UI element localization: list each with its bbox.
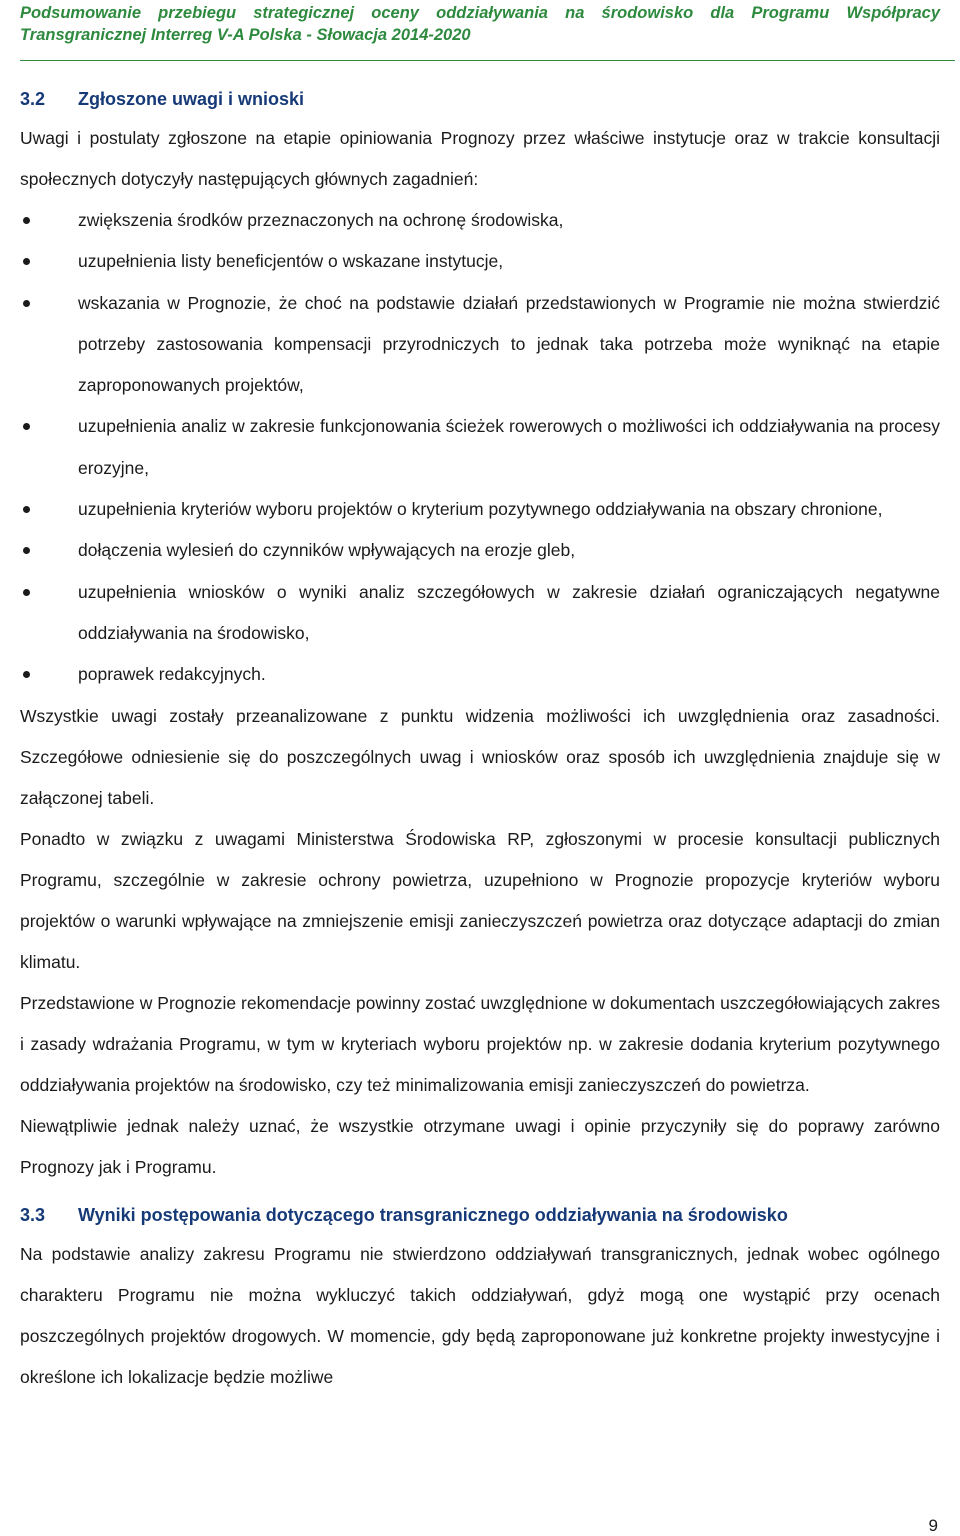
bullet-icon bbox=[23, 258, 30, 265]
section-heading-3-2 bbox=[20, 80, 940, 118]
list-item bbox=[20, 489, 940, 530]
body-paragraph: Na podstawie analizy zakresu Programu nie stwierdzono oddziaływań transgranicznych, jednak wobec ogólnego charakteru Programu nie można wykluczyć takich oddziaływań, gdyż mogą one wystąpić przy ocenach poszczególnych projektów drogowych. W momencie, gdy będą zaproponowane już konkretne projekty inwestycyjne i określone ich lokalizacje będzie możliwe bbox=[20, 1243, 940, 1387]
section-heading-3-3 bbox=[20, 1196, 940, 1234]
page-content bbox=[20, 80, 940, 1398]
remarks-list bbox=[20, 200, 940, 696]
bullet-icon bbox=[23, 547, 30, 554]
section-number: 3.3 bbox=[20, 1204, 46, 1225]
section-title: Zgłoszone uwagi i wnioski bbox=[78, 89, 305, 109]
body-paragraph: Wszystkie uwagi zostały przeanalizowane z punktu widzenia możliwości ich uwzględnienia oraz zasadności. Szczegółowe odniesienie się do poszczególnych uwag i wniosków oraz sposób ich uwzględnienia znajduje się w załączonej tabeli. bbox=[20, 705, 940, 808]
list-item bbox=[20, 241, 940, 282]
section-title: Wyniki postępowania dotyczącego transgranicznego oddziaływania na środowisko bbox=[78, 1204, 788, 1225]
list-item-text: zwiększenia środków przeznaczonych na ochronę środowiska, bbox=[78, 210, 564, 230]
bullet-icon bbox=[23, 589, 30, 596]
bullet-icon bbox=[23, 671, 30, 678]
header-divider bbox=[20, 60, 955, 61]
running-header-line-1: Podsumowanie przebiegu strategicznej oceny oddziaływania na środowisko dla Programu Współpracy bbox=[20, 4, 940, 22]
body-paragraph: Przedstawione w Prognozie rekomendacje powinny zostać uwzględnione w dokumentach uszczegółowiających zakres i zasady wdrażania Programu, w tym w kryteriach wyboru projektów np. w zakresie dodania kryterium pozytywnego oddziaływania projektów na środowisko, czy też minimalizowania emisji zanieczyszczeń do powietrza. bbox=[20, 992, 940, 1095]
list-item bbox=[20, 530, 940, 571]
list-item bbox=[20, 200, 940, 241]
list-item-text: uzupełnienia listy beneficjentów o wskazane instytucje, bbox=[78, 251, 504, 272]
section-number: 3.2 bbox=[20, 89, 46, 109]
list-item-text: poprawek redakcyjnych. bbox=[78, 664, 266, 685]
list-item bbox=[20, 654, 940, 695]
list-item-text: uzupełnienia kryteriów wyboru projektów o kryterium pozytywnego oddziaływania na obszary chronione, bbox=[78, 499, 883, 520]
bullet-icon bbox=[23, 506, 30, 513]
bullet-icon bbox=[23, 423, 30, 430]
page-number: 9 bbox=[928, 1516, 938, 1535]
list-item bbox=[20, 283, 940, 407]
list-item-text: uzupełnienia analiz w zakresie funkcjonowania ścieżek rowerowych o możliwości ich oddziaływania na procesy erozyjne, bbox=[78, 416, 940, 478]
body-paragraph: Ponadto w związku z uwagami Ministerstwa Środowiska RP, zgłoszonymi w procesie konsultacji publicznych Programu, szczególnie w zakresie ochrony powietrza, uzupełniono w Prognozie propozycje kryteriów wyboru projektów o warunki wpływające na zmniejszenie emisji zanieczyszczeń powietrza oraz dotyczące adaptacji do zmian klimatu. bbox=[20, 828, 940, 972]
body-paragraph: Niewątpliwie jednak należy uznać, że wszystkie otrzymane uwagi i opinie przyczyniły się do poprawy zarówno Prognozy jak i Programu. bbox=[20, 1115, 940, 1177]
list-item bbox=[20, 572, 940, 655]
running-header-line-2: Transgranicznej Interreg V-A Polska - Słowacja 2014-2020 bbox=[20, 26, 471, 44]
list-item-text: dołączenia wylesień do czynników wpływających na erozje gleb, bbox=[78, 540, 576, 561]
list-item-text: wskazania w Prognozie, że choć na podstawie działań przedstawionych w Programie nie można stwierdzić potrzeby zastosowania kompensacji przyrodniczych to jednak taka potrzeba może wyniknąć na etapie zaproponowanych projektów, bbox=[78, 292, 940, 396]
intro-paragraph: Uwagi i postulaty zgłoszone na etapie opiniowania Prognozy przez właściwe instytucje oraz w trakcie konsultacji społecznych dotyczyły następujących głównych zagadnień: bbox=[20, 128, 940, 189]
running-header bbox=[20, 2, 940, 46]
list-item bbox=[20, 406, 940, 489]
list-item-text: uzupełnienia wniosków o wyniki analiz szczegółowych w zakresie działań ograniczających negatywne oddziaływania na środowisko, bbox=[78, 581, 940, 643]
bullet-icon bbox=[23, 300, 30, 307]
bullet-icon bbox=[23, 217, 30, 224]
